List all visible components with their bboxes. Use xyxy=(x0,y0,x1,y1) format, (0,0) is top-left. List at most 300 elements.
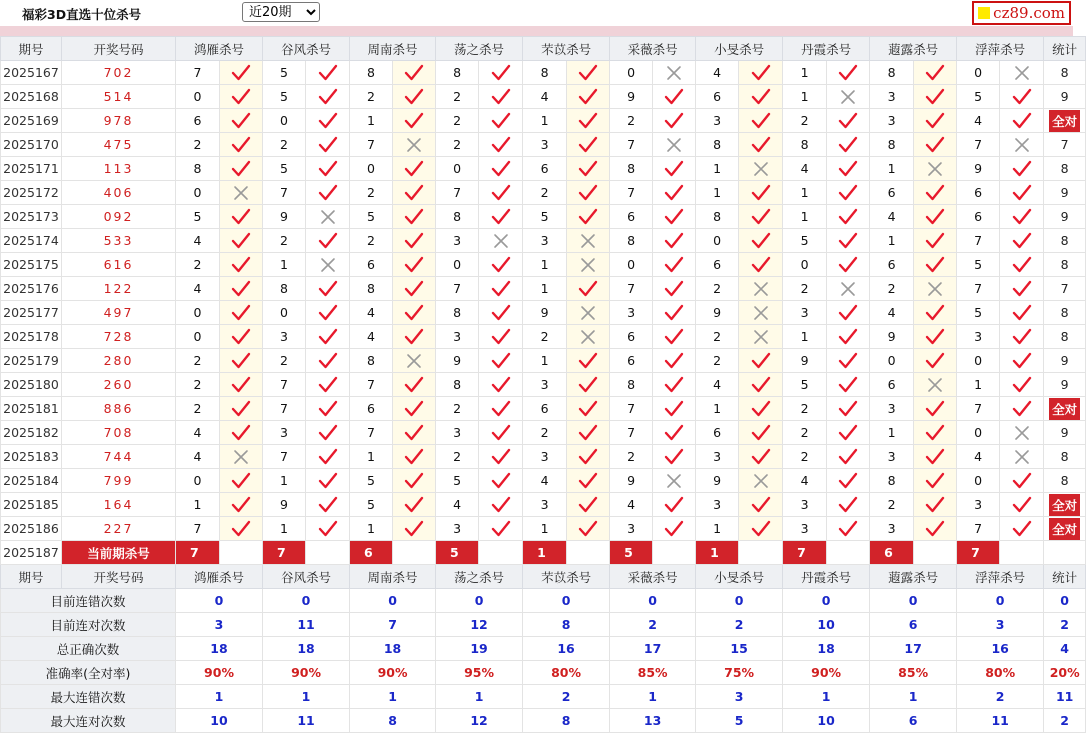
kill-number-cell: 2 xyxy=(783,109,827,133)
summary-value: 90% xyxy=(783,661,870,685)
check-icon xyxy=(306,301,350,325)
header-stat: 统计 xyxy=(1044,565,1086,589)
summary-value: 90% xyxy=(350,661,436,685)
check-icon xyxy=(914,85,957,109)
kill-number-cell: 4 xyxy=(176,229,220,253)
kill-number-cell: 2 xyxy=(176,373,220,397)
header-expert: 谷风杀号 xyxy=(263,37,350,61)
cross-icon xyxy=(653,469,696,493)
kill-number-cell: 0 xyxy=(957,61,1000,85)
check-icon xyxy=(567,445,610,469)
check-icon xyxy=(306,325,350,349)
check-icon xyxy=(914,181,957,205)
draw-number-cell: 886 xyxy=(62,397,176,421)
all-correct-badge: 全对 xyxy=(1049,518,1080,540)
summary-value: 7 xyxy=(350,613,436,637)
stat-cell: 9 xyxy=(1044,181,1086,205)
check-icon xyxy=(1000,205,1044,229)
check-icon xyxy=(567,61,610,85)
header-expert: 浮萍杀号 xyxy=(957,37,1044,61)
kill-number-cell: 8 xyxy=(436,205,479,229)
kill-number-cell: 7 xyxy=(263,181,306,205)
cross-icon xyxy=(306,205,350,229)
check-icon xyxy=(739,517,783,541)
kill-number-cell: 3 xyxy=(610,301,653,325)
stat-cell: 8 xyxy=(1044,61,1086,85)
kill-number-cell: 4 xyxy=(350,301,393,325)
check-icon xyxy=(306,277,350,301)
header-expert: 小旻杀号 xyxy=(696,37,783,61)
check-icon xyxy=(739,397,783,421)
kill-number-cell: 4 xyxy=(610,493,653,517)
check-icon xyxy=(827,397,870,421)
kill-number-cell: 7 xyxy=(957,397,1000,421)
check-icon xyxy=(739,373,783,397)
summary-value: 2 xyxy=(610,613,696,637)
draw-number-cell: 616 xyxy=(62,253,176,277)
summary-value: 8 xyxy=(523,709,610,733)
check-icon xyxy=(739,85,783,109)
check-icon xyxy=(479,325,523,349)
kill-number-cell: 3 xyxy=(783,301,827,325)
period-cell: 2025168 xyxy=(1,85,62,109)
check-icon xyxy=(479,157,523,181)
kill-number-cell: 5 xyxy=(957,253,1000,277)
kill-number-cell: 0 xyxy=(957,421,1000,445)
kill-number-cell: 6 xyxy=(610,325,653,349)
header-period: 期号 xyxy=(1,37,62,61)
check-icon xyxy=(827,253,870,277)
kill-number-cell: 9 xyxy=(263,493,306,517)
stat-cell xyxy=(1044,517,1086,541)
kill-number-cell: 1 xyxy=(696,397,739,421)
kill-number-cell: 4 xyxy=(957,109,1000,133)
kill-number-cell: 6 xyxy=(870,253,914,277)
check-icon xyxy=(306,349,350,373)
check-icon xyxy=(827,373,870,397)
check-icon xyxy=(827,109,870,133)
check-icon xyxy=(479,181,523,205)
kill-number-cell: 1 xyxy=(523,277,567,301)
kill-number-cell: 1 xyxy=(783,181,827,205)
check-icon xyxy=(914,301,957,325)
summary-value: 8 xyxy=(523,613,610,637)
cross-icon xyxy=(827,85,870,109)
period-select[interactable] xyxy=(242,2,320,22)
header-expert: 浮萍杀号 xyxy=(957,565,1044,589)
header-draw: 开奖号码 xyxy=(62,565,176,589)
cross-icon xyxy=(567,301,610,325)
check-icon xyxy=(1000,349,1044,373)
summary-value: 13 xyxy=(610,709,696,733)
summary-value: 1 xyxy=(870,685,957,709)
check-icon xyxy=(220,61,263,85)
kill-number-cell: 2 xyxy=(436,397,479,421)
kill-number-cell: 2 xyxy=(436,133,479,157)
cross-icon xyxy=(567,325,610,349)
kill-number-cell: 6 xyxy=(870,181,914,205)
check-icon xyxy=(567,205,610,229)
summary-stat: 4 xyxy=(1044,637,1086,661)
kill-number-cell: 4 xyxy=(176,445,220,469)
kill-number-cell: 0 xyxy=(176,469,220,493)
summary-value: 12 xyxy=(436,613,523,637)
cross-icon xyxy=(739,469,783,493)
kill-number-cell: 2 xyxy=(523,181,567,205)
draw-number-cell: 122 xyxy=(62,277,176,301)
kill-number-cell: 7 xyxy=(957,517,1000,541)
summary-value: 95% xyxy=(436,661,523,685)
summary-row xyxy=(1,685,1086,709)
kill-number-cell: 1 xyxy=(176,493,220,517)
stat-cell: 7 xyxy=(1044,277,1086,301)
kill-number-cell: 1 xyxy=(696,517,739,541)
table-row xyxy=(1,205,1086,229)
summary-label: 目前连对次数 xyxy=(1,613,176,637)
page-title: 福彩3D直选十位杀号 xyxy=(22,7,142,22)
check-icon xyxy=(653,229,696,253)
header-expert: 采薇杀号 xyxy=(610,565,696,589)
current-kill-spacer xyxy=(567,541,610,565)
summary-row xyxy=(1,637,1086,661)
summary-value: 10 xyxy=(176,709,263,733)
check-icon xyxy=(479,517,523,541)
check-icon xyxy=(653,421,696,445)
table-row xyxy=(1,373,1086,397)
cross-icon xyxy=(739,157,783,181)
check-icon xyxy=(827,469,870,493)
header-expert: 荡之杀号 xyxy=(436,565,523,589)
kill-number-cell: 2 xyxy=(263,229,306,253)
check-icon xyxy=(393,157,436,181)
kill-number-cell: 8 xyxy=(870,61,914,85)
check-icon xyxy=(914,349,957,373)
summary-value: 1 xyxy=(176,685,263,709)
check-icon xyxy=(914,253,957,277)
check-icon xyxy=(393,205,436,229)
summary-value: 0 xyxy=(783,589,870,613)
check-icon xyxy=(393,373,436,397)
table-row xyxy=(1,133,1086,157)
check-icon xyxy=(479,421,523,445)
kill-number-cell: 2 xyxy=(870,277,914,301)
kill-number-cell: 2 xyxy=(783,421,827,445)
header-expert: 鸿雁杀号 xyxy=(176,37,263,61)
current-kill-spacer xyxy=(220,541,263,565)
summary-value: 3 xyxy=(176,613,263,637)
kill-number-cell: 8 xyxy=(436,301,479,325)
check-icon xyxy=(914,517,957,541)
kill-number-cell: 8 xyxy=(350,349,393,373)
kill-number-cell: 2 xyxy=(696,277,739,301)
kill-number-cell: 8 xyxy=(870,469,914,493)
check-icon xyxy=(739,229,783,253)
check-icon xyxy=(479,133,523,157)
kill-number-cell: 0 xyxy=(263,301,306,325)
header-expert: 小旻杀号 xyxy=(696,565,783,589)
draw-number-cell: 514 xyxy=(62,85,176,109)
summary-value: 8 xyxy=(350,709,436,733)
kill-number-cell: 2 xyxy=(870,493,914,517)
check-icon xyxy=(220,325,263,349)
kill-number-cell: 3 xyxy=(523,373,567,397)
kill-number-cell: 6 xyxy=(523,397,567,421)
summary-value: 90% xyxy=(263,661,350,685)
check-icon xyxy=(914,493,957,517)
period-cell: 2025177 xyxy=(1,301,62,325)
check-icon xyxy=(393,325,436,349)
check-icon xyxy=(220,157,263,181)
kill-number-cell: 6 xyxy=(696,421,739,445)
summary-value: 0 xyxy=(696,589,783,613)
check-icon xyxy=(739,421,783,445)
check-icon xyxy=(739,493,783,517)
kill-number-cell: 6 xyxy=(610,205,653,229)
kill-number-cell: 9 xyxy=(783,349,827,373)
summary-value: 16 xyxy=(957,637,1044,661)
header-expert: 荡之杀号 xyxy=(436,37,523,61)
kill-number-cell: 9 xyxy=(436,349,479,373)
header-expert: 芣苡杀号 xyxy=(523,37,610,61)
kill-number-table xyxy=(0,36,1086,733)
kill-number-cell: 3 xyxy=(263,325,306,349)
check-icon xyxy=(567,133,610,157)
kill-number-cell: 6 xyxy=(350,397,393,421)
header-period: 期号 xyxy=(1,565,62,589)
summary-value: 16 xyxy=(523,637,610,661)
summary-value: 18 xyxy=(176,637,263,661)
stat-cell: 8 xyxy=(1044,325,1086,349)
kill-number-cell: 4 xyxy=(176,277,220,301)
check-icon xyxy=(1000,229,1044,253)
kill-number-cell: 1 xyxy=(870,157,914,181)
summary-value: 0 xyxy=(176,589,263,613)
check-icon xyxy=(306,133,350,157)
check-icon xyxy=(739,253,783,277)
kill-number-cell: 3 xyxy=(436,517,479,541)
kill-number-cell: 1 xyxy=(870,229,914,253)
check-icon xyxy=(567,493,610,517)
draw-number-cell: 744 xyxy=(62,445,176,469)
summary-value: 90% xyxy=(176,661,263,685)
summary-stat: 2 xyxy=(1044,709,1086,733)
kill-number-cell: 6 xyxy=(696,85,739,109)
check-icon xyxy=(479,85,523,109)
kill-number-cell: 2 xyxy=(176,133,220,157)
summary-value: 1 xyxy=(436,685,523,709)
kill-number-cell: 2 xyxy=(783,397,827,421)
period-cell: 2025186 xyxy=(1,517,62,541)
check-icon xyxy=(827,517,870,541)
summary-row xyxy=(1,613,1086,637)
check-icon xyxy=(479,253,523,277)
draw-number-cell: 406 xyxy=(62,181,176,205)
period-cell: 2025181 xyxy=(1,397,62,421)
kill-number-cell: 5 xyxy=(263,85,306,109)
draw-number-cell: 260 xyxy=(62,373,176,397)
cross-icon xyxy=(739,301,783,325)
current-kill-number: 5 xyxy=(436,541,479,565)
summary-label: 准确率(全对率) xyxy=(1,661,176,685)
header-expert: 芣苡杀号 xyxy=(523,565,610,589)
check-icon xyxy=(739,61,783,85)
summary-value: 1 xyxy=(783,685,870,709)
draw-number-cell: 978 xyxy=(62,109,176,133)
summary-value: 0 xyxy=(350,589,436,613)
summary-value: 19 xyxy=(436,637,523,661)
check-icon xyxy=(479,373,523,397)
kill-number-cell: 0 xyxy=(436,157,479,181)
kill-number-cell: 1 xyxy=(957,373,1000,397)
kill-number-cell: 8 xyxy=(350,277,393,301)
check-icon xyxy=(220,301,263,325)
kill-number-cell: 2 xyxy=(696,349,739,373)
header-draw: 开奖号码 xyxy=(62,37,176,61)
summary-value: 11 xyxy=(957,709,1044,733)
check-icon xyxy=(306,445,350,469)
check-icon xyxy=(653,301,696,325)
kill-number-cell: 6 xyxy=(350,253,393,277)
table-row xyxy=(1,517,1086,541)
check-icon xyxy=(1000,157,1044,181)
kill-number-cell: 1 xyxy=(783,85,827,109)
summary-value: 1 xyxy=(350,685,436,709)
check-icon xyxy=(827,325,870,349)
kill-number-cell: 4 xyxy=(870,205,914,229)
check-icon xyxy=(220,421,263,445)
check-icon xyxy=(1000,373,1044,397)
table-row xyxy=(1,445,1086,469)
kill-number-cell: 8 xyxy=(263,277,306,301)
kill-number-cell: 2 xyxy=(350,181,393,205)
stat-cell: 9 xyxy=(1044,205,1086,229)
stat-cell: 8 xyxy=(1044,157,1086,181)
summary-value: 80% xyxy=(523,661,610,685)
check-icon xyxy=(567,517,610,541)
summary-row xyxy=(1,709,1086,733)
header-expert: 丹霞杀号 xyxy=(783,565,870,589)
kill-number-cell: 4 xyxy=(523,469,567,493)
check-icon xyxy=(914,109,957,133)
summary-value: 80% xyxy=(957,661,1044,685)
table-row xyxy=(1,181,1086,205)
kill-number-cell: 7 xyxy=(610,277,653,301)
draw-number-cell: 708 xyxy=(62,421,176,445)
current-kill-number: 7 xyxy=(176,541,220,565)
draw-number-cell: 497 xyxy=(62,301,176,325)
kill-number-cell: 2 xyxy=(263,349,306,373)
check-icon xyxy=(479,349,523,373)
check-icon xyxy=(653,325,696,349)
period-cell: 2025174 xyxy=(1,229,62,253)
stat-cell: 8 xyxy=(1044,301,1086,325)
cross-icon xyxy=(393,133,436,157)
kill-number-cell: 8 xyxy=(870,133,914,157)
summary-value: 10 xyxy=(783,613,870,637)
summary-row xyxy=(1,661,1086,685)
kill-number-cell: 1 xyxy=(263,469,306,493)
check-icon xyxy=(827,493,870,517)
check-icon xyxy=(914,397,957,421)
check-icon xyxy=(306,85,350,109)
logo-square-icon xyxy=(978,7,990,19)
check-icon xyxy=(479,205,523,229)
cross-icon xyxy=(306,253,350,277)
kill-number-cell: 1 xyxy=(783,325,827,349)
stat-cell: 9 xyxy=(1044,373,1086,397)
kill-number-cell: 8 xyxy=(176,157,220,181)
kill-number-cell: 3 xyxy=(696,493,739,517)
summary-label: 目前连错次数 xyxy=(1,589,176,613)
kill-number-cell: 8 xyxy=(436,61,479,85)
check-icon xyxy=(220,277,263,301)
kill-number-cell: 0 xyxy=(176,85,220,109)
check-icon xyxy=(567,373,610,397)
check-icon xyxy=(653,349,696,373)
check-icon xyxy=(220,229,263,253)
stat-cell: 9 xyxy=(1044,349,1086,373)
check-icon xyxy=(306,493,350,517)
kill-number-cell: 8 xyxy=(436,373,479,397)
cross-icon xyxy=(914,277,957,301)
header-stat: 统计 xyxy=(1044,37,1086,61)
kill-number-cell: 8 xyxy=(696,133,739,157)
kill-number-cell: 7 xyxy=(350,421,393,445)
check-icon xyxy=(567,421,610,445)
summary-value: 18 xyxy=(263,637,350,661)
kill-number-cell: 6 xyxy=(957,181,1000,205)
check-icon xyxy=(393,229,436,253)
summary-value: 11 xyxy=(263,709,350,733)
all-correct-badge: 全对 xyxy=(1049,398,1080,420)
draw-number-cell: 164 xyxy=(62,493,176,517)
kill-number-cell: 8 xyxy=(610,229,653,253)
stat-cell xyxy=(1044,109,1086,133)
kill-number-cell: 3 xyxy=(870,445,914,469)
header-expert: 蕸露杀号 xyxy=(870,37,957,61)
draw-number-cell: 728 xyxy=(62,325,176,349)
current-kill-spacer xyxy=(827,541,870,565)
table-row xyxy=(1,349,1086,373)
check-icon xyxy=(827,349,870,373)
summary-value: 0 xyxy=(263,589,350,613)
kill-number-cell: 5 xyxy=(523,205,567,229)
check-icon xyxy=(220,85,263,109)
kill-number-cell: 0 xyxy=(176,181,220,205)
kill-number-cell: 2 xyxy=(610,445,653,469)
cross-icon xyxy=(479,229,523,253)
kill-number-cell: 1 xyxy=(523,349,567,373)
check-icon xyxy=(220,133,263,157)
check-icon xyxy=(1000,253,1044,277)
site-logo[interactable] xyxy=(972,1,1071,25)
check-icon xyxy=(914,205,957,229)
kill-number-cell: 0 xyxy=(957,469,1000,493)
period-cell: 2025170 xyxy=(1,133,62,157)
header-expert: 丹霞杀号 xyxy=(783,37,870,61)
summary-value: 85% xyxy=(610,661,696,685)
header-expert: 周南杀号 xyxy=(350,565,436,589)
header-expert: 蕸露杀号 xyxy=(870,565,957,589)
table-row xyxy=(1,493,1086,517)
check-icon xyxy=(567,181,610,205)
stat-cell: 8 xyxy=(1044,445,1086,469)
kill-number-cell: 3 xyxy=(870,85,914,109)
kill-number-cell: 7 xyxy=(176,517,220,541)
kill-number-cell: 2 xyxy=(350,85,393,109)
summary-value: 2 xyxy=(957,685,1044,709)
kill-number-cell: 9 xyxy=(610,85,653,109)
